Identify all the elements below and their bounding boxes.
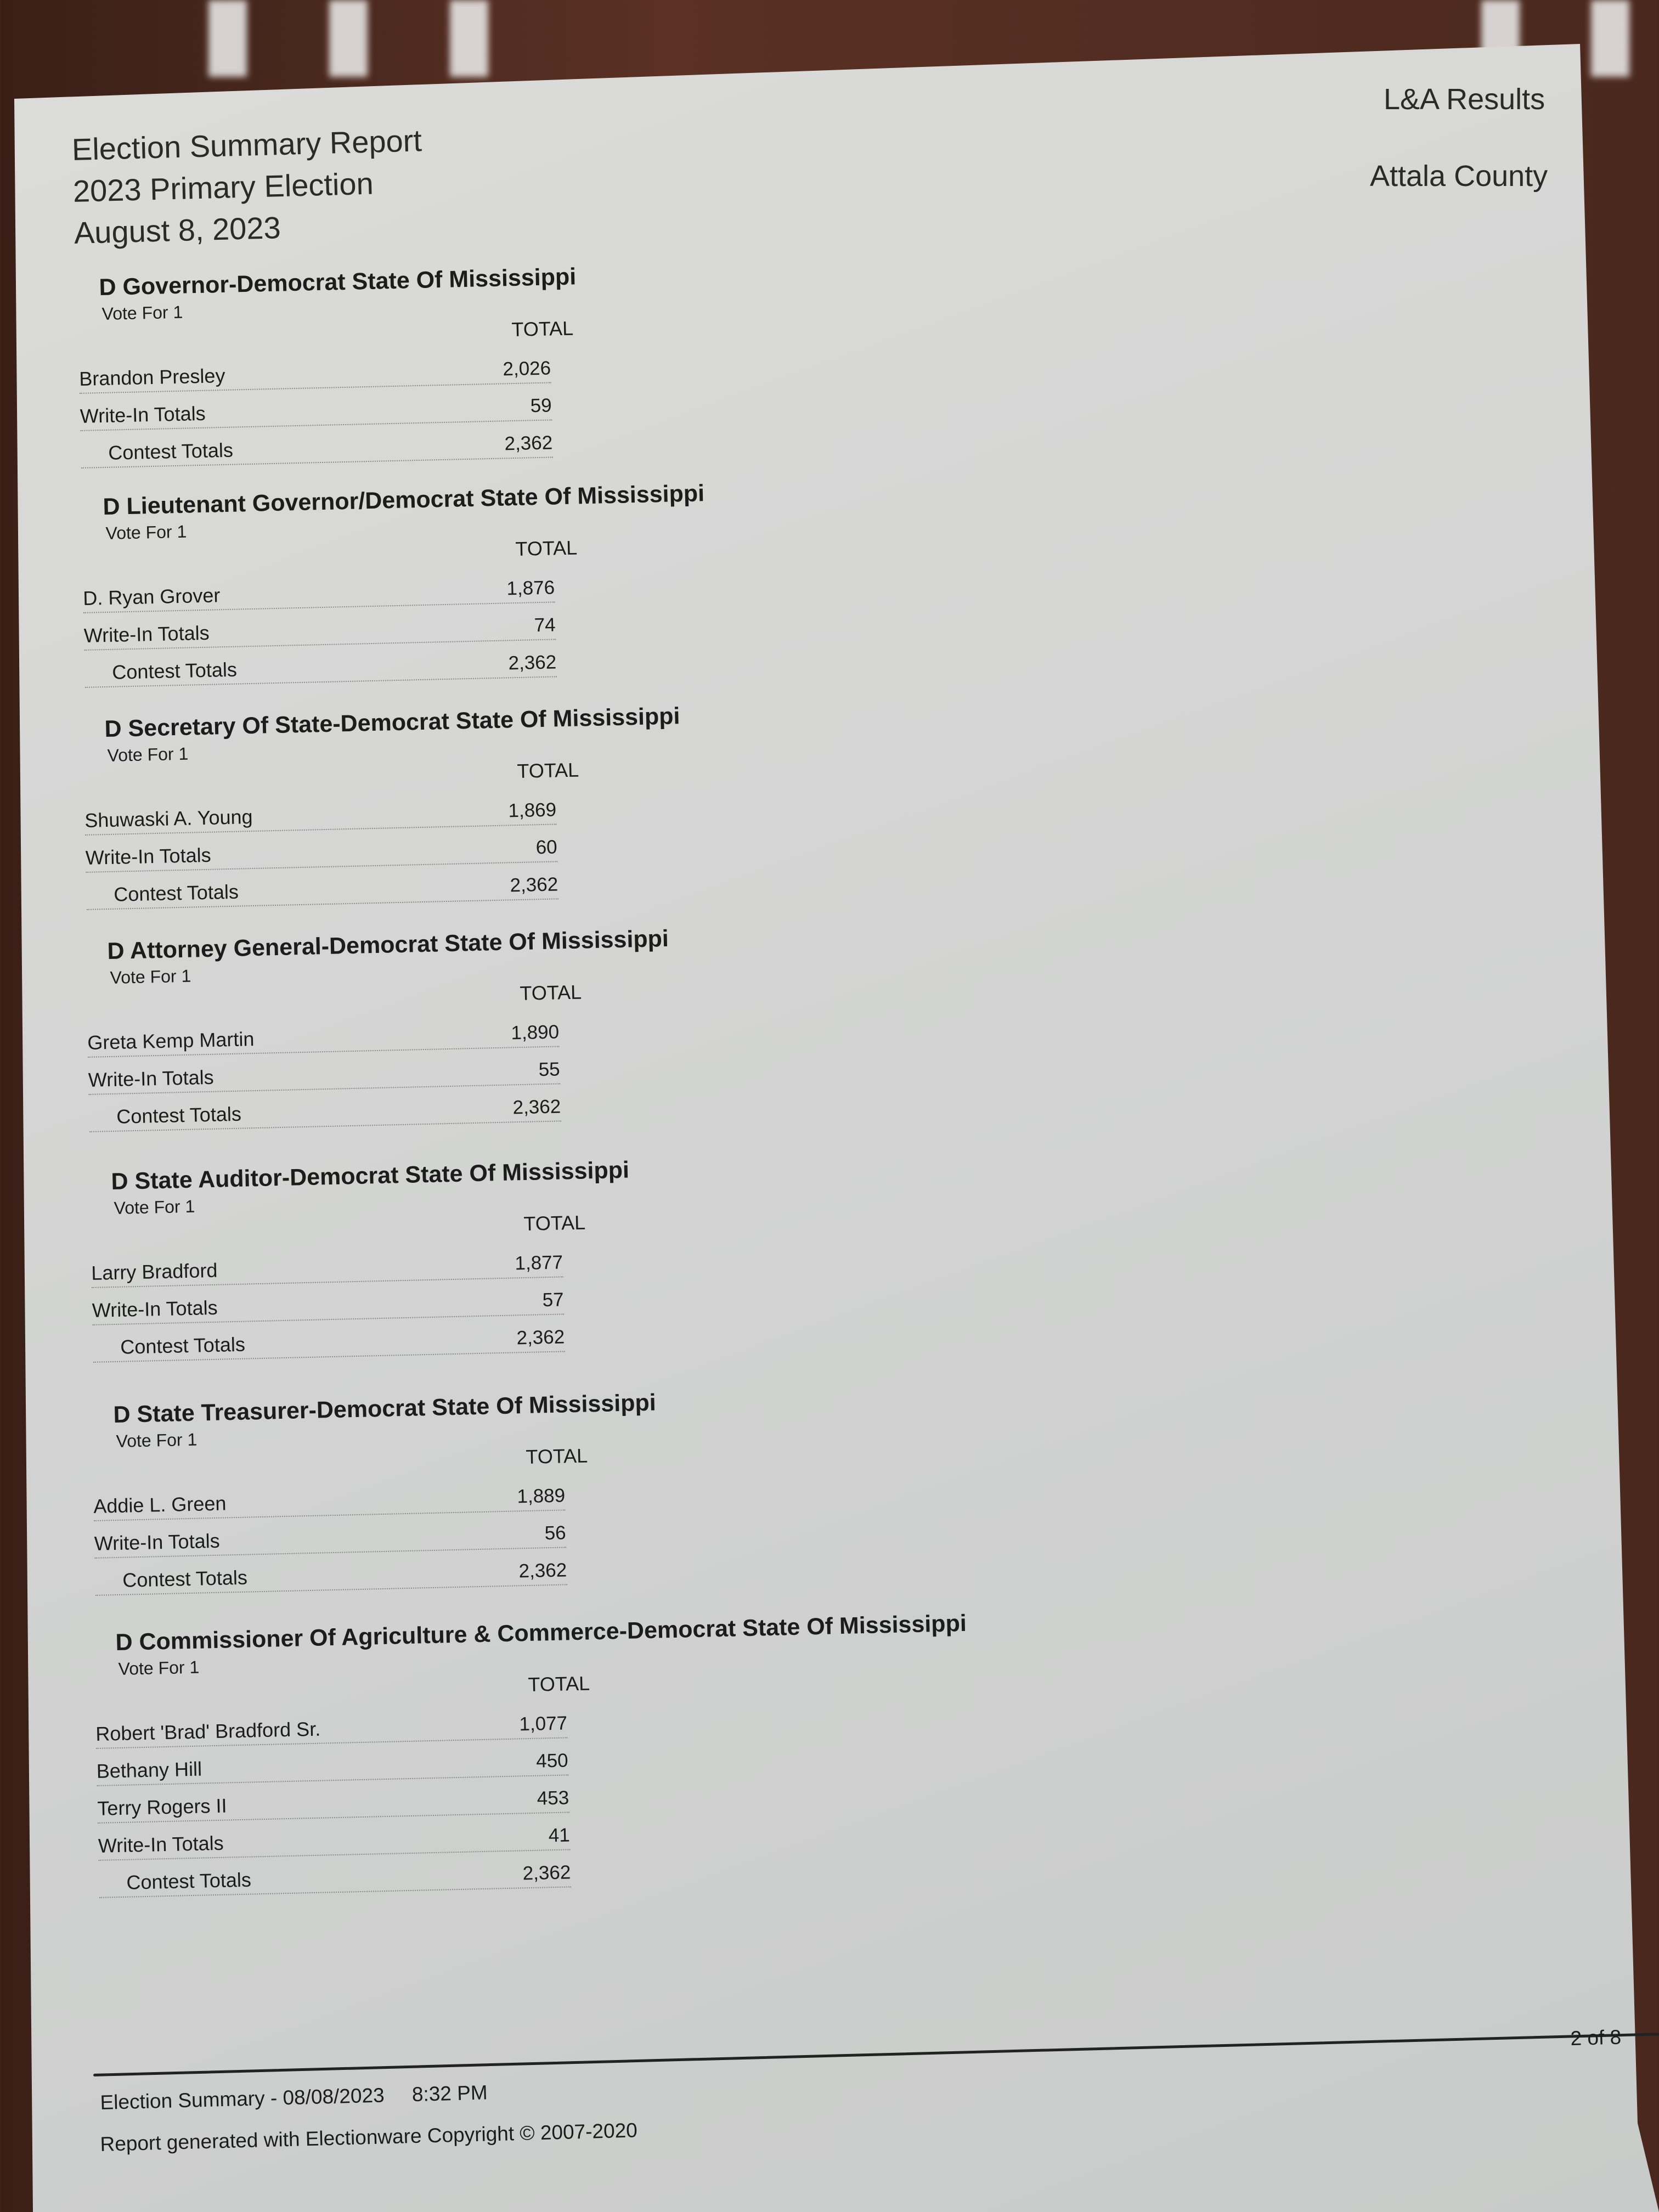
row-vote-total: 60 — [535, 836, 558, 859]
row-vote-total: 1,077 — [519, 1712, 568, 1735]
contest-section — [81, 475, 904, 684]
row-vote-total: 55 — [538, 1058, 561, 1081]
row-label: Greta Kemp Martin — [87, 1028, 255, 1054]
row-vote-total: 2,362 — [516, 1326, 565, 1349]
contest-section — [85, 919, 908, 1128]
row-label: Larry Bradford — [91, 1259, 218, 1284]
vote-for-label: Vote For 1 — [107, 743, 189, 765]
row-label: Write-In Totals — [85, 843, 212, 869]
contest-title: D State Treasurer-Democrat State Of Mississippi — [113, 1389, 657, 1429]
contest-section — [89, 1150, 912, 1358]
contest-section — [91, 1383, 914, 1592]
row-label: Contest Totals — [116, 1102, 242, 1128]
row-label: Write-In Totals — [83, 621, 210, 647]
row-label: Brandon Presley — [78, 364, 225, 390]
vote-for-label: Vote For 1 — [116, 1429, 198, 1451]
row-vote-total: 450 — [535, 1750, 569, 1772]
row-vote-total: 1,889 — [517, 1485, 566, 1508]
row-vote-total: 2,362 — [518, 1559, 567, 1582]
row-label: Write-In Totals — [94, 1529, 221, 1555]
footer-generated: Report generated with Electionware Copyright © 2007-2020 — [100, 2119, 638, 2155]
footer-summary — [100, 2081, 488, 2114]
row-label: Terry Rogers II — [97, 1794, 227, 1820]
row-label: Contest Totals — [113, 880, 239, 906]
row-label: D. Ryan Grover — [82, 584, 221, 610]
contest-section — [77, 256, 900, 464]
org-name: L&A Results — [1384, 83, 1545, 116]
total-column-header: TOTAL — [517, 758, 579, 783]
row-label: Contest Totals — [111, 658, 238, 684]
contest-title: D Attorney General-Democrat State Of Mississippi — [107, 925, 669, 965]
vote-for-label: Vote For 1 — [110, 966, 191, 988]
row-label: Shuwaski A. Young — [84, 805, 253, 832]
row-label: Contest Totals — [108, 438, 234, 464]
row-vote-total: 1,877 — [515, 1251, 563, 1274]
election-date: August 8, 2023 — [74, 210, 281, 250]
row-label: Contest Totals — [126, 1868, 252, 1894]
row-vote-total: 1,869 — [508, 799, 557, 822]
row-label: Contest Totals — [122, 1566, 248, 1592]
vote-for-label: Vote For 1 — [118, 1657, 200, 1679]
contest-title: D Lieutenant Governor/Democrat State Of Mississippi — [103, 480, 705, 521]
footer-divider — [93, 2032, 1659, 2076]
contest-section — [93, 1610, 967, 1894]
row-label: Write-In Totals — [92, 1296, 218, 1322]
row-vote-total: 57 — [542, 1289, 565, 1311]
row-vote-total: 41 — [548, 1824, 571, 1847]
total-column-header: TOTAL — [515, 536, 578, 561]
row-vote-total: 2,362 — [522, 1861, 571, 1884]
total-column-header: TOTAL — [520, 980, 582, 1005]
row-label: Addie L. Green — [93, 1492, 227, 1517]
row-label: Write-In Totals — [88, 1065, 215, 1091]
contest-title: D Governor-Democrat State Of Mississippi — [99, 263, 577, 301]
contest-title: D State Auditor-Democrat State Of Mississippi — [111, 1156, 630, 1195]
row-vote-total: 2,362 — [508, 651, 557, 674]
row-vote-total: 2,026 — [503, 357, 551, 380]
row-label: Robert 'Brad' Bradford Sr. — [95, 1717, 321, 1745]
election-name: 2023 Primary Election — [72, 166, 374, 208]
row-vote-total: 1,890 — [511, 1021, 560, 1044]
county-name: Attala County — [1370, 160, 1548, 193]
row-label: Write-In Totals — [98, 1831, 224, 1857]
row-vote-total: 2,362 — [510, 873, 558, 896]
row-vote-total: 74 — [534, 614, 556, 636]
row-label: Bethany Hill — [96, 1757, 202, 1782]
row-vote-total: 453 — [537, 1787, 569, 1809]
row-label: Contest Totals — [120, 1333, 246, 1358]
report-title: Election Summary Report — [71, 123, 422, 167]
total-column-header: TOTAL — [523, 1211, 586, 1235]
row-vote-total: 56 — [544, 1522, 567, 1544]
row-vote-total: 2,362 — [512, 1096, 561, 1119]
total-column-header: TOTAL — [511, 317, 574, 341]
vote-for-label: Vote For 1 — [114, 1196, 195, 1218]
report-header — [71, 120, 425, 254]
footer-summary-date: Election Summary - 08/08/2023 — [100, 2084, 385, 2114]
footer-page-number: 2 of 8 — [1570, 2025, 1622, 2050]
row-label: Write-In Totals — [80, 402, 206, 427]
contest-title: D Secretary Of State-Democrat State Of Mississippi — [104, 703, 680, 743]
contest-section — [82, 697, 905, 906]
vote-for-label: Vote For 1 — [105, 521, 187, 543]
row-vote-total: 59 — [530, 394, 552, 417]
total-column-header: TOTAL — [528, 1672, 590, 1696]
row-vote-total: 1,876 — [506, 577, 555, 600]
row-vote-total: 2,362 — [504, 432, 553, 455]
contest-title: D Commissioner Of Agriculture & Commerce-Democrat State Of Mississippi — [115, 1610, 967, 1656]
total-column-header: TOTAL — [526, 1444, 588, 1469]
vote-for-label: Vote For 1 — [101, 302, 183, 324]
footer-time: 8:32 PM — [411, 2081, 488, 2106]
